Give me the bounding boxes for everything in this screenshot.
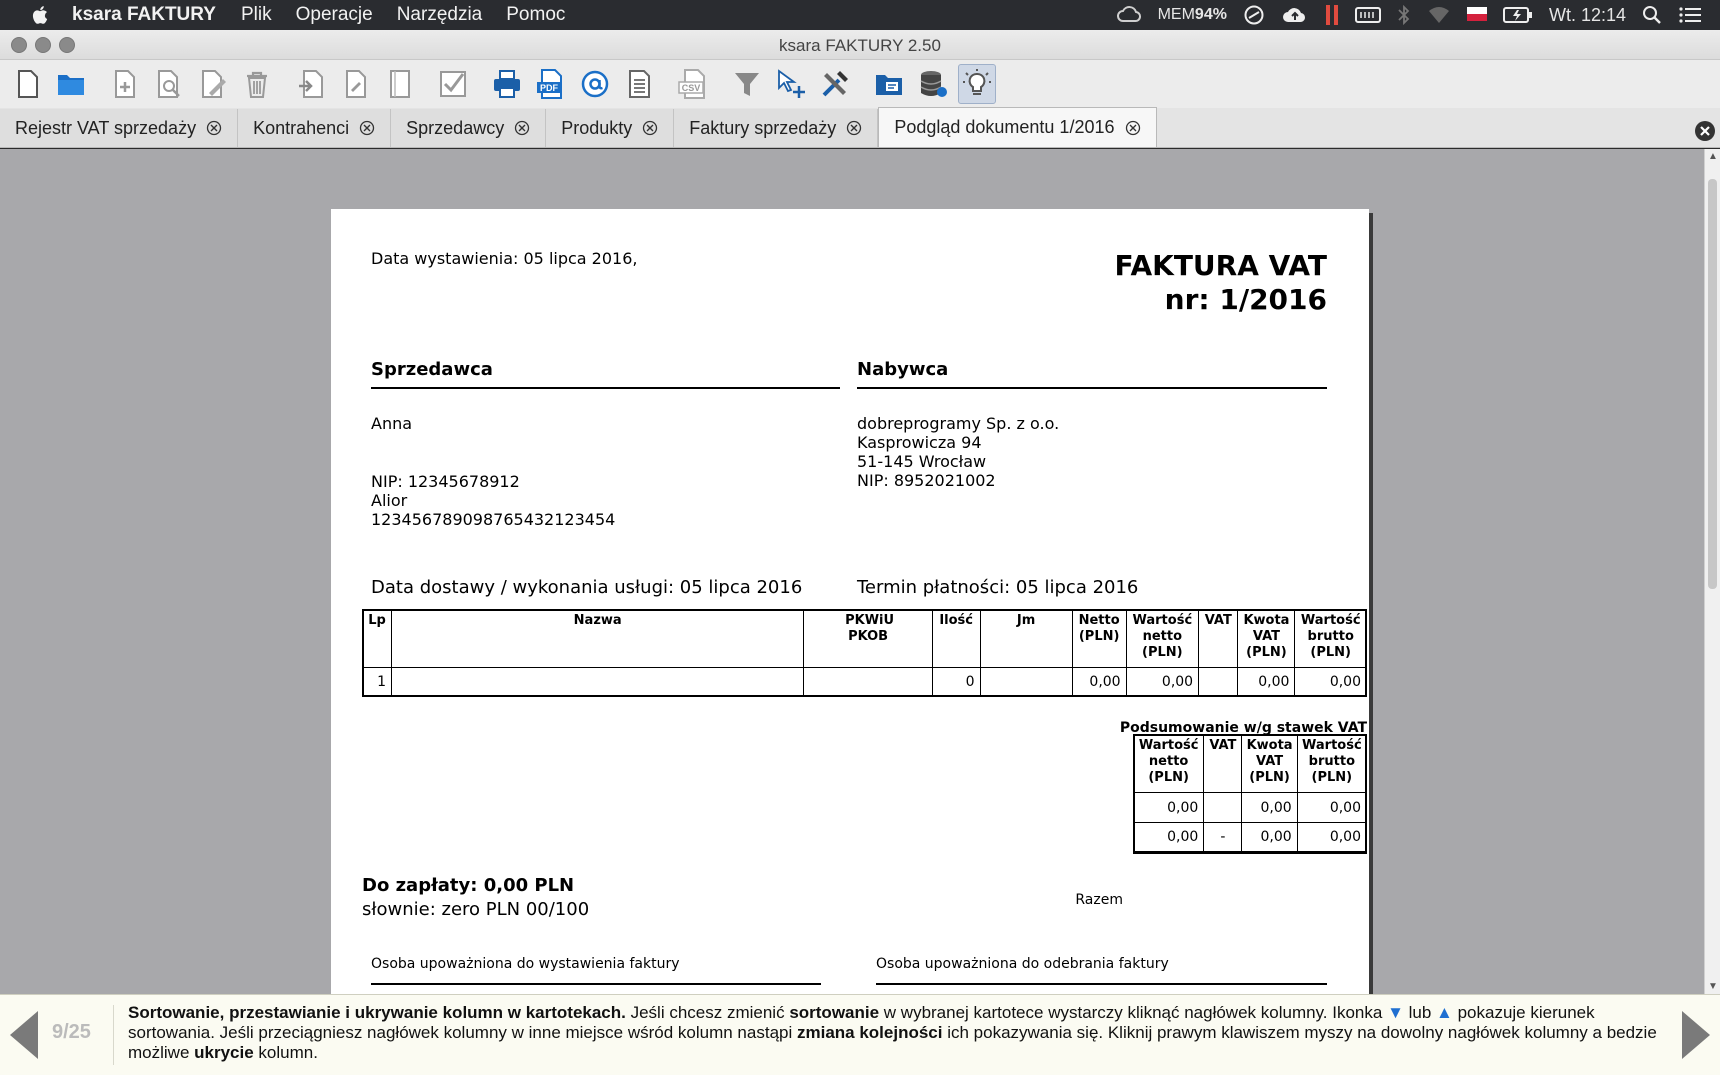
scroll-down-icon[interactable]: ▼ — [1708, 981, 1718, 992]
preview-document-button[interactable] — [150, 64, 188, 104]
filter-icon — [731, 68, 763, 100]
apple-icon[interactable] — [26, 4, 56, 26]
page-icon — [383, 68, 415, 100]
open-folder-icon — [55, 68, 87, 100]
system-menubar — [0, 0, 1720, 30]
tab-label: Podgląd dokumentu 1/2016 — [894, 117, 1115, 137]
scrollbar-thumb[interactable] — [1708, 179, 1717, 589]
column-header[interactable]: Wartość netto (PLN) — [1126, 610, 1199, 668]
copy-icon — [339, 68, 371, 100]
total-kwota-vat: 0,00 — [1242, 823, 1297, 852]
vat-summary-title: Podsumowanie w/g stawek VAT — [1119, 720, 1367, 736]
column-header: Kwota VAT (PLN) — [1242, 735, 1297, 793]
column-header: Wartość netto (PLN) — [1134, 735, 1204, 793]
approve-button[interactable] — [434, 64, 472, 104]
page-button[interactable] — [380, 64, 418, 104]
cell-pkwiu — [804, 668, 932, 696]
app-name-menu[interactable]: ksara FAKTURY — [72, 4, 216, 25]
column-header[interactable]: Wartość brutto (PLN) — [1295, 610, 1367, 668]
csv-label: CSV — [681, 83, 701, 93]
csv-icon — [677, 68, 709, 100]
table-row — [363, 668, 1367, 696]
seller-bank: Alior — [371, 491, 408, 510]
tip-text-part: ich pokazywania się. Kliknij prawym klawiszem myszy na dowolny nagłówek kolumny a bedzie możliwe — [128, 1023, 1657, 1062]
amount-due: Do zapłaty: 0,00 PLN — [362, 875, 575, 896]
previous-tip-icon[interactable] — [4, 1007, 44, 1063]
import-icon — [295, 68, 327, 100]
sort-up-icon: ▲ — [1436, 1003, 1453, 1022]
bluetooth-icon[interactable] — [1397, 0, 1411, 30]
issue-date: Data wystawienia: 05 lipca 2016, — [371, 249, 638, 268]
memory-monitor[interactable] — [1158, 0, 1227, 30]
battery-icon[interactable] — [1503, 0, 1533, 30]
tip-bold: zmiana kolejności — [796, 1023, 943, 1042]
print-icon — [491, 68, 523, 100]
preview-document-icon — [153, 68, 185, 100]
add-document-icon — [109, 68, 141, 100]
column-header[interactable]: Jm — [980, 610, 1072, 668]
delete-button[interactable] — [238, 64, 276, 104]
column-header[interactable]: Nazwa — [392, 610, 804, 668]
invoice-title-type: FAKTURA VAT — [1114, 249, 1327, 282]
signature-issuer-line — [371, 983, 821, 985]
invoice-number: nr: 1/2016 — [1164, 283, 1327, 316]
main-toolbar — [0, 60, 1720, 108]
seller-account: 12345678909876543212345​4 — [371, 510, 616, 529]
list-document-icon — [623, 68, 655, 100]
summary-kwota-vat: 0,00 — [1242, 793, 1297, 823]
pdf-label: PDF — [540, 83, 558, 93]
wifi-icon[interactable] — [1427, 0, 1451, 30]
seller-name: Anna — [371, 414, 413, 433]
tab-rejestr-vat-sprzedazy[interactable] — [0, 109, 238, 147]
column-header: VAT — [1204, 735, 1242, 793]
tab-label: Sprzedawcy — [406, 117, 505, 138]
check-icon — [437, 68, 469, 100]
summary-netto: 0,00 — [1134, 793, 1204, 823]
tab-label: Kontrahenci — [253, 117, 350, 138]
vat-summary-table — [1133, 734, 1367, 852]
creative-cloud-icon[interactable] — [1116, 0, 1142, 30]
document-viewer[interactable] — [0, 149, 1704, 994]
edit-document-button[interactable] — [194, 64, 232, 104]
edit-document-icon — [197, 68, 229, 100]
payment-term: Termin płatności: 05 lipca 2016 — [857, 577, 1139, 598]
amount-in-words: słownie: zero PLN 00/100 — [362, 899, 590, 920]
cell-ilosc: 0 — [932, 668, 980, 696]
tip-bar — [0, 994, 1720, 1075]
cell-vat — [1199, 668, 1238, 696]
tab-label: Faktury sprzedaży — [689, 117, 837, 138]
open-folder-button[interactable] — [52, 64, 90, 104]
column-header[interactable]: Lp — [363, 610, 392, 668]
select-add-button[interactable] — [772, 64, 810, 104]
email-icon — [579, 68, 611, 100]
lightbulb-icon — [961, 68, 993, 100]
tips-button[interactable] — [958, 64, 996, 104]
tab-kontrahenci[interactable] — [238, 109, 391, 147]
export-pdf-button[interactable] — [532, 64, 570, 104]
menu-operacje[interactable]: Operacje — [295, 4, 373, 25]
pdf-icon — [535, 68, 567, 100]
next-tip-icon[interactable] — [1676, 1007, 1716, 1063]
tab-produkty[interactable] — [546, 109, 674, 147]
tools-icon — [819, 68, 851, 100]
cell-jm — [980, 668, 1072, 696]
signature-receiver-label: Osoba upoważniona do odebrania faktury — [876, 956, 1169, 972]
total-vat: - — [1204, 823, 1242, 852]
menu-narzedzia[interactable]: Narzędzia — [396, 4, 483, 25]
signature-issuer-label: Osoba upoważniona do wystawienia faktury — [371, 956, 680, 972]
signature-receiver-line — [876, 983, 1327, 985]
send-email-button[interactable] — [576, 64, 614, 104]
menu-plik[interactable]: Plik — [240, 4, 272, 25]
print-button[interactable] — [488, 64, 526, 104]
clock[interactable]: Wt. 12:14 — [1548, 4, 1626, 25]
buyer-name: dobreprogramy Sp. z o.o. — [857, 414, 1060, 433]
filter-button[interactable] — [728, 64, 766, 104]
tab-faktury-sprzedazy[interactable] — [674, 109, 878, 147]
tip-text-part: w wybranej kartotece wystarczy kliknąć nagłówek kolumny. Ikonka — [879, 1003, 1388, 1022]
tip-bold: sortowanie — [789, 1003, 880, 1022]
invoice-page — [331, 209, 1369, 994]
tab-label: Produkty — [561, 117, 633, 138]
copy-button[interactable] — [336, 64, 374, 104]
total-row — [1134, 823, 1367, 852]
delete-icon — [241, 68, 273, 100]
tip-text-part: Jeśli chcesz zmienić — [625, 1003, 790, 1022]
seller-nip: NIP: 12345678912 — [371, 472, 520, 491]
memory-label: MEM — [1157, 6, 1195, 23]
tip-heading: Sortowanie, przestawianie i ukrywanie kolumn w kartotekach. — [128, 1003, 626, 1022]
buyer-city: 51-145 Wrocław — [857, 452, 987, 471]
tip-counter: 9/25 — [52, 1021, 91, 1043]
invoice-title — [1115, 249, 1327, 317]
column-header[interactable]: Kwota VAT (PLN) — [1238, 610, 1295, 668]
seller-heading: Sprzedawca — [371, 359, 493, 380]
tip-divider — [113, 1005, 114, 1065]
total-label: Razem — [1075, 892, 1123, 908]
vertical-scrollbar[interactable] — [1704, 149, 1720, 994]
tip-text-part: pokazuje kierunek sortowania. Jeśli przeciągniesz nagłówek kolumny w inne miejsce wśród kolumn nastąpi — [128, 1003, 1595, 1042]
document-list-button[interactable] — [620, 64, 658, 104]
close-tab-icon[interactable] — [206, 120, 222, 136]
close-tab-icon[interactable] — [846, 120, 862, 136]
buyer-street: Kasprowicza 94 — [857, 433, 982, 452]
tab-sprzedawcy[interactable] — [391, 109, 546, 147]
summary-vat — [1204, 793, 1242, 823]
column-header-text: PKWiU PKOB — [845, 613, 895, 644]
close-all-tabs-icon[interactable] — [1694, 120, 1716, 142]
summary-header-row — [1134, 735, 1367, 793]
buyer-rule — [857, 387, 1327, 389]
delivery-date: Data dostawy / wykonania usługi: 05 lipca 2016 — [371, 577, 803, 598]
column-header[interactable]: Ilość — [932, 610, 980, 668]
export-csv-button[interactable] — [674, 64, 712, 104]
cloud-upload-icon[interactable] — [1281, 0, 1309, 30]
cell-kwota-vat: 0,00 — [1238, 668, 1295, 696]
sync-icon[interactable] — [1243, 0, 1265, 30]
seller-rule — [371, 387, 840, 389]
pause-icon[interactable] — [1325, 0, 1339, 30]
memory-value: 94% — [1194, 6, 1227, 23]
sort-down-icon: ▼ — [1387, 1003, 1404, 1022]
new-document-button[interactable] — [8, 64, 46, 104]
column-header[interactable] — [804, 610, 932, 668]
cell-netto: 0,00 — [1072, 668, 1126, 696]
tab-podglad-dokumentu[interactable] — [878, 107, 1156, 147]
keyboard-icon[interactable] — [1355, 0, 1381, 30]
import-button[interactable] — [292, 64, 330, 104]
column-header[interactable]: Netto (PLN) — [1072, 610, 1126, 668]
tip-text-part: kolumn. — [253, 1043, 318, 1062]
summary-brutto: 0,00 — [1297, 793, 1366, 823]
cell-lp: 1 — [363, 668, 392, 696]
tab-bar — [0, 108, 1720, 148]
database-icon — [917, 68, 949, 100]
close-tab-icon[interactable] — [1125, 120, 1141, 136]
tab-label: Rejestr VAT sprzedaży — [15, 117, 197, 138]
tip-bold: ukrycie — [194, 1043, 254, 1062]
close-tab-icon[interactable] — [359, 120, 375, 136]
buyer-nip: NIP: 8952021002 — [857, 471, 996, 490]
close-tab-icon[interactable] — [642, 120, 658, 136]
folder-blue-icon — [873, 68, 905, 100]
cell-brutto: 0,00 — [1295, 668, 1367, 696]
notification-center-icon[interactable] — [1678, 0, 1702, 30]
items-header-row — [363, 610, 1367, 668]
tip-text — [128, 1003, 1658, 1063]
column-header: Wartość brutto (PLN) — [1297, 735, 1366, 793]
cell-nazwa — [392, 668, 804, 696]
items-table — [362, 609, 1367, 696]
folder-button[interactable] — [870, 64, 908, 104]
summary-row — [1134, 793, 1367, 823]
database-button[interactable] — [914, 64, 952, 104]
cell-wartosc-netto: 0,00 — [1126, 668, 1199, 696]
column-header[interactable]: VAT — [1199, 610, 1238, 668]
scroll-up-icon[interactable]: ▲ — [1708, 151, 1718, 162]
close-tab-icon[interactable] — [514, 120, 530, 136]
menu-pomoc[interactable]: Pomoc — [506, 4, 566, 25]
total-brutto: 0,00 — [1297, 823, 1366, 852]
select-add-icon — [775, 68, 807, 100]
buyer-heading: Nabywca — [857, 359, 949, 380]
window-titlebar — [0, 30, 1720, 60]
spotlight-search-icon[interactable] — [1642, 0, 1662, 30]
total-netto: 0,00 — [1134, 823, 1204, 852]
tools-button[interactable] — [816, 64, 854, 104]
add-document-button[interactable] — [106, 64, 144, 104]
tip-text-part: lub — [1403, 1003, 1437, 1022]
polish-flag-icon[interactable] — [1467, 0, 1487, 30]
window-title: ksara FAKTURY 2.50 — [779, 36, 941, 55]
new-document-icon — [11, 68, 43, 100]
